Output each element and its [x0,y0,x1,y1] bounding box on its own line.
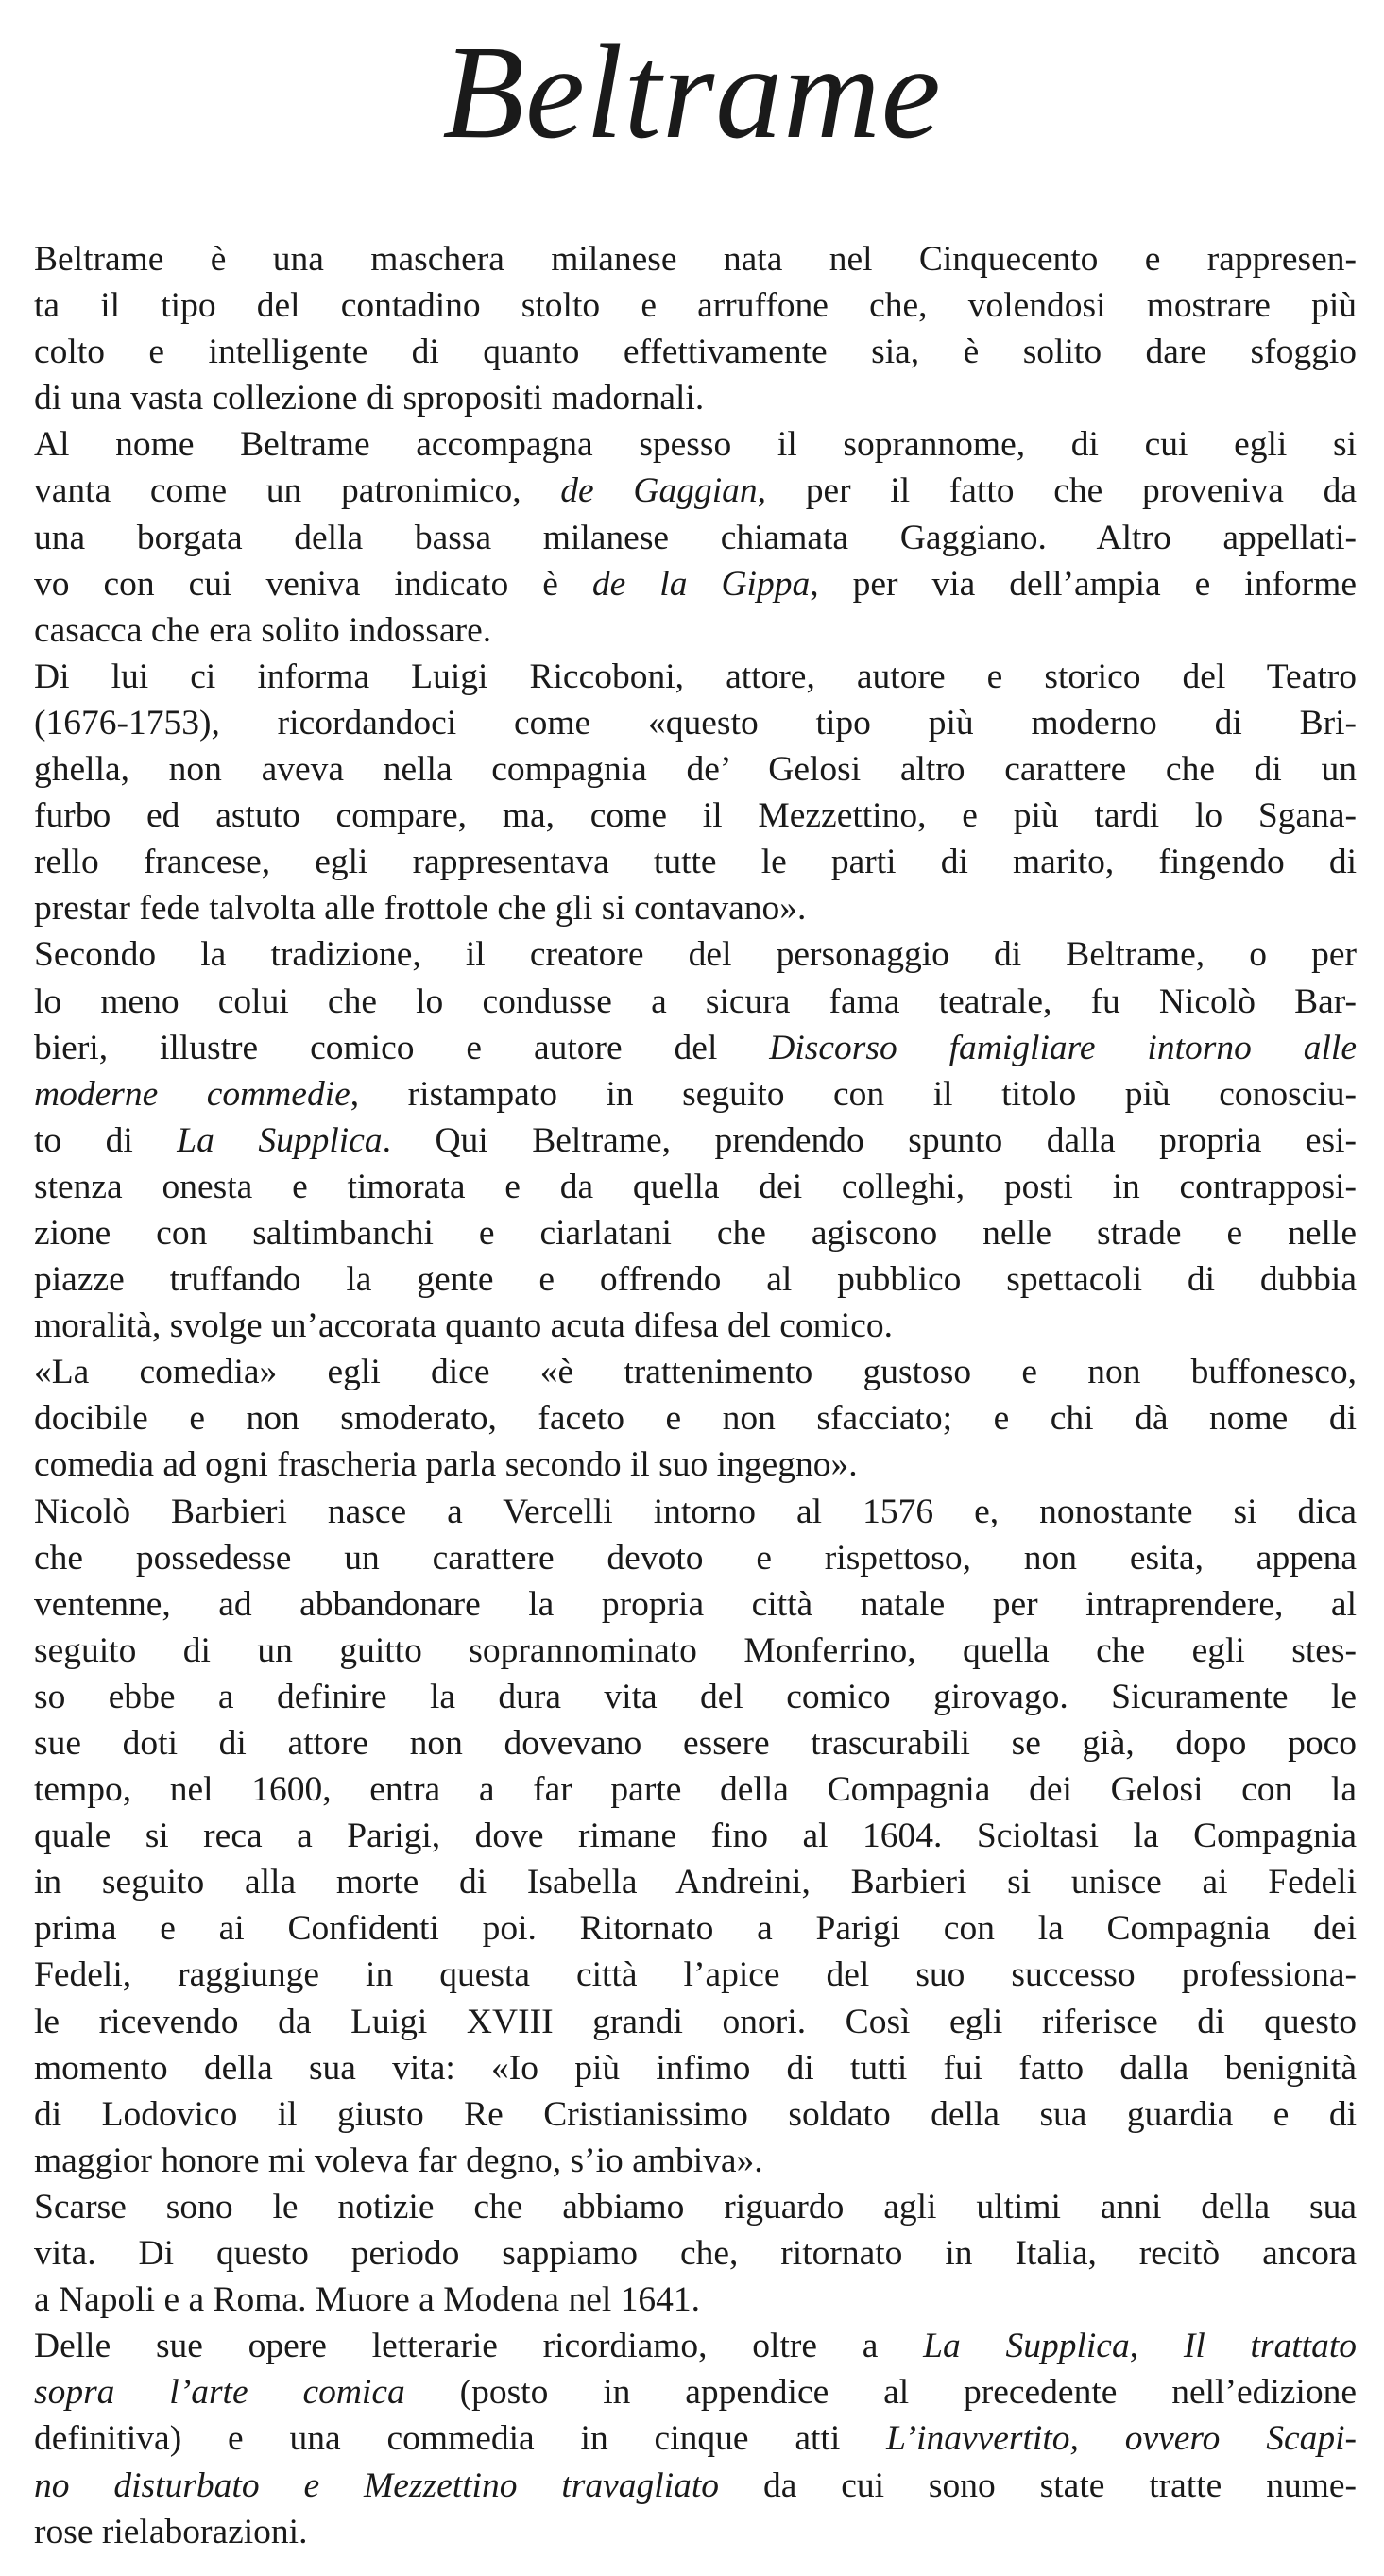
text-line [34,515,1357,561]
text-line [34,1674,1357,1720]
text-segment: docibile e non smoderato, faceto e non sfacciato; e chi dà nome di [34,1399,1357,1439]
text-segment: Nicolò Barbieri nasce a Vercelli intorno al 1576 e, nonostante si dica [34,1492,1357,1531]
text-line [34,607,1357,654]
text-segment: Di lui ci informa Luigi Riccoboni, attore, autore e storico del Teatro [34,657,1357,696]
text-segment: vo con cui veniva indicato è [34,564,592,604]
text-line [34,2045,1357,2091]
text-segment: maggior honore mi voleva far degno, s’io ambiva». [34,2141,763,2180]
text-segment: seguito di un guitto soprannominato Monferrino, quella che egli stes- [34,1630,1357,1670]
text-segment: stenza onesta e timorata e da quella dei colleghi, posti in contrapposi- [34,1167,1357,1206]
text-segment: da cui sono state tratte nume- [719,2465,1357,2505]
text-segment: rose rielaborazioni. [34,2512,308,2551]
text-segment: Secondo la tradizione, il creatore del personaggio di Beltrame, o per [34,935,1357,975]
text-line [34,1025,1357,1071]
text-segment: , per via dell’ampia e informe [810,564,1357,604]
text-segment: zione con saltimbanchi e ciarlatani che agiscono nelle strade e nelle [34,1213,1357,1253]
italic-segment: La Supplica [923,2327,1130,2366]
text-segment: ghella, non aveva nella compagnia de’ Gelosi altro carattere che di un [34,750,1357,790]
text-segment: tempo, nel 1600, entra a far parte della Compagnia dei Gelosi con la [34,1770,1357,1810]
text-segment: una borgata della bassa milanese chiamata Gaggiano. Altro appellati- [34,518,1357,557]
text-segment: so ebbe a definire la dura vita del comico girovago. Sicuramente le [34,1677,1357,1716]
text-line [34,375,1357,421]
text-line [34,1349,1357,1395]
italic-segment: Il trattato [1183,2327,1357,2366]
text-line [34,1303,1357,1349]
text-line [34,2463,1357,2509]
text-line [34,839,1357,885]
italic-segment: sopra l’arte comica [34,2373,405,2413]
text-segment: lo meno colui che lo condusse a sicura fama teatrale, fu Nicolò Bar- [34,981,1357,1021]
text-segment: sue doti di attore non dovevano essere trascurabili se già, dopo poco [34,1724,1357,1763]
text-segment: ventenne, ad abbandonare la propria città natale per intraprendere, al [34,1584,1357,1624]
text-segment: Fedeli, raggiunge in questa città l’apice del suo successo professiona- [34,1955,1357,1995]
text-segment: to di [34,1120,178,1160]
text-segment: le ricevendo da Luigi XVIII grandi onori. Così egli riferisce di questo [34,2002,1357,2041]
text-line [34,329,1357,375]
text-segment: (1676-1753), ricordandoci come «questo tipo più moderno di Bri- [34,703,1357,742]
text-line [34,931,1357,978]
text-line [34,2415,1357,2462]
text-line [34,2323,1357,2369]
text-segment: moralità, svolge un’accorata quanto acuta difesa del comico. [34,1306,893,1346]
text-line [34,1210,1357,1256]
text-segment: «La comedia» egli dice «è trattenimento gustoso e non buffonesco, [34,1353,1357,1392]
text-segment: casacca che era solito indossare. [34,610,492,650]
text-line [34,1489,1357,1535]
text-segment: vanta come un patronimico, [34,471,561,511]
text-segment: , per il fatto che proveniva da [757,471,1357,511]
italic-segment: Discorso famigliare intorno alle [769,1028,1357,1067]
text-line [34,236,1357,282]
text-segment: a Napoli e a Roma. Muore a Modena nel 1641. [34,2280,701,2320]
text-segment: Delle sue opere letterarie ricordiamo, oltre a [34,2327,924,2366]
text-segment: rello francese, egli rappresentava tutte le parti di marito, fingendo di [34,843,1357,882]
text-line [34,1628,1357,1674]
text-segment: in seguito alla morte di Isabella Andreini, Barbieri si unisce ai Fedeli [34,1863,1357,1902]
text-segment: , ristampato in seguito con il titolo più conosciu- [350,1074,1358,1114]
text-line [34,1071,1357,1117]
text-line [34,2277,1357,2323]
text-segment: Al nome Beltrame accompagna spesso il soprannome, di cui egli si [34,425,1357,465]
text-segment: quale si reca a Parigi, dove rimane fino al 1604. Scioltasi la Compagnia [34,1817,1357,1856]
text-segment: prima e ai Confidenti poi. Ritornato a Parigi con la Compagnia dei [34,1909,1357,1949]
italic-segment: de la Gippa [591,564,811,604]
text-line [34,2091,1357,2138]
text-line [34,1952,1357,1998]
text-segment: momento della sua vita: «Io più infimo di tutti fui fatto dalla benignità [34,2048,1357,2088]
document-title: Beltrame [442,17,942,166]
text-line [34,1999,1357,2045]
text-line [34,2138,1357,2184]
text-line [34,793,1357,839]
text-segment: di Lodovico il giusto Re Cristianissimo soldato della sua guardia e di [34,2094,1357,2134]
text-line [34,1442,1357,1488]
text-line [34,1256,1357,1303]
text-line [34,2230,1357,2277]
text-line [34,2184,1357,2230]
text-segment: (posto in appendice al precedente nell’edizione [404,2373,1357,2413]
text-line [34,1905,1357,1952]
italic-segment: moderne commedie [34,1074,350,1114]
text-line [34,2509,1357,2555]
text-segment: Scarse sono le notizie che abbiamo riguardo agli ultimi anni della sua [34,2187,1357,2226]
document-body [34,236,1357,2555]
text-segment: vita. Di questo periodo sappiamo che, ritornato in Italia, recitò ancora [34,2234,1357,2274]
italic-segment: no disturbato e Mezzettino travagliato [34,2465,720,2505]
text-line [34,654,1357,700]
text-segment: comedia ad ogni frascheria parla secondo il suo ingegno». [34,1445,858,1485]
text-segment: bieri, illustre comico e autore del [34,1028,770,1067]
text-line [34,1164,1357,1210]
text-segment: , [1129,2327,1184,2366]
text-segment: prestar fede talvolta alle frottole che gli si contavano». [34,889,807,929]
text-line [34,1813,1357,1859]
text-line [34,1720,1357,1766]
italic-segment: L’inavvertito, ovvero Scapi- [886,2419,1357,2459]
text-line [34,1395,1357,1442]
text-line [34,979,1357,1025]
text-line [34,1117,1357,1164]
italic-segment: La Supplica [177,1120,383,1160]
text-line [34,282,1357,329]
text-line [34,1859,1357,1905]
text-segment: colto e intelligente di quanto effettivamente sia, è solito dare sfoggio [34,333,1357,372]
text-segment: Beltrame è una maschera milanese nata nel Cinquecento e rappresen- [34,240,1357,279]
text-line [34,700,1357,746]
text-line [34,1766,1357,1813]
text-segment: che possedesse un carattere devoto e rispettoso, non esita, appena [34,1538,1357,1578]
text-segment: piazze truffando la gente e offrendo al pubblico spettacoli di dubbia [34,1260,1357,1300]
text-segment: definitiva) e una commedia in cinque atti [34,2419,887,2459]
text-line [34,885,1357,931]
text-line [34,421,1357,468]
italic-segment: de Gaggian [560,471,758,511]
text-segment: ta il tipo del contadino stolto e arruffone che, volendosi mostrare più [34,286,1357,326]
text-line [34,561,1357,607]
text-segment: furbo ed astuto compare, ma, come il Mezzettino, e più tardi lo Sgana- [34,796,1357,836]
text-segment: di una vasta collezione di spropositi madornali. [34,379,705,418]
text-line [34,2369,1357,2415]
text-line [34,1581,1357,1628]
text-line [34,746,1357,793]
text-segment: . Qui Beltrame, prendendo spunto dalla propria esi- [382,1120,1357,1160]
text-line [34,468,1357,514]
text-line [34,1535,1357,1581]
